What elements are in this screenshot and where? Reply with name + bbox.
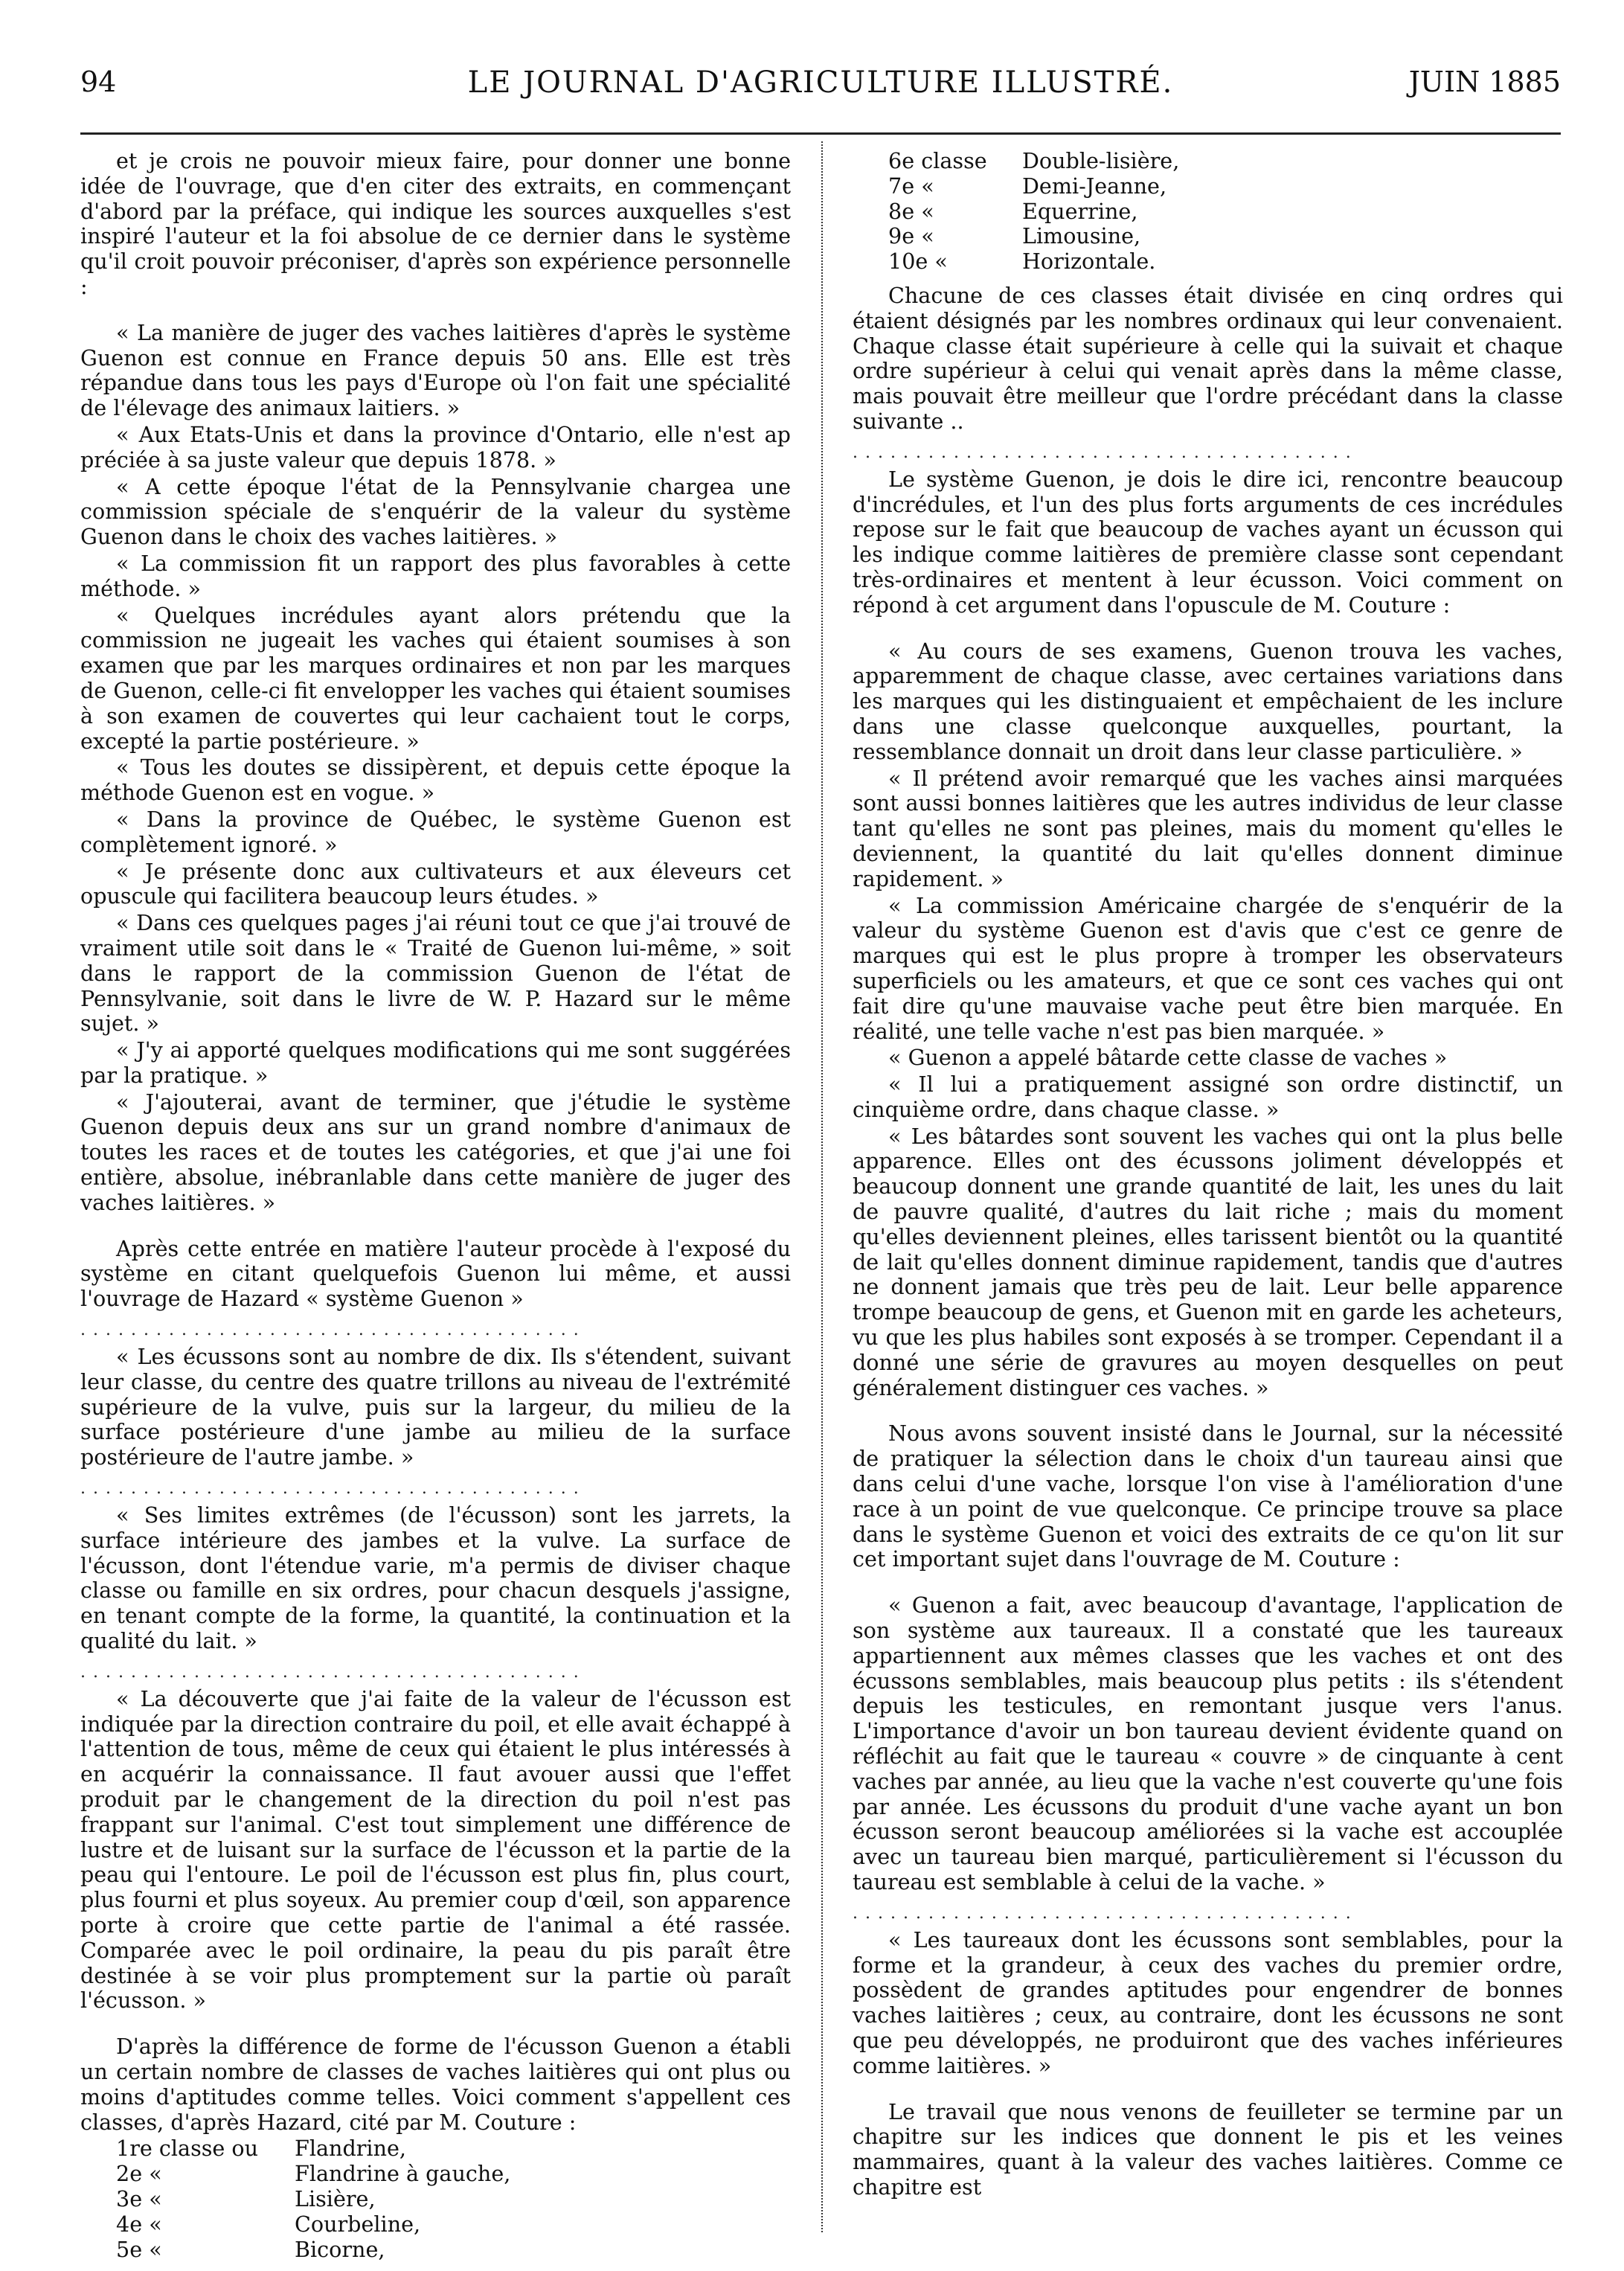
class-name: Lisière, xyxy=(295,2185,376,2211)
class-number: 4e « xyxy=(116,2211,162,2237)
quote-paragraph: « J'y ai apporté quelques modifications qui me sont suggérées par la pratique. » xyxy=(80,1037,791,1088)
header-rule xyxy=(80,132,1561,135)
quote-paragraph: « Au cours de ses examens, Guenon trouva les vaches, apparemment de chaque classe, avec certaines variations dans les marques qui les distinguaient et empêchaient de les inclure dans une classe quelconque auxquelles, pourtant, la ressemblance donnait un droit dans leur classe particulière. » xyxy=(853,638,1563,764)
dot-leader: ........................................ xyxy=(853,1905,1358,1922)
class-number: 1re classe ou xyxy=(116,2136,259,2162)
paragraph: Le travail que nous venons de feuilleter se termine par un chapitre sur les indices que donnent le pis et les veines mammaires, quant à la valeur des vaches laitières. Comme ce chapitre est xyxy=(853,2098,1563,2200)
quote-paragraph: « Tous les doutes se dissipèrent, et depuis cette époque la méthode Guenon est en vogue. » xyxy=(80,755,791,806)
quote-paragraph: « Les bâtardes sont souvent les vaches qui ont la plus belle apparence. Elles ont des écussons joliment développés et beaucoup donnent une grande quantité de lait, les unes du lait de pauvre qualité, d'autres du lait riche ; mais du moment qu'elles deviennent pleines, elles tarissent bientôt ou la quantité de lait qu'elles donnent diminue rapidement, tandis que d'autres ne donnent jamais que très peu de lait. Leur belle apparence trompe beaucoup de gens, et Guenon mit en garde les acheteurs, vu que les plus habiles sont exposés à se tromper. Cependant il a donné une série de gravures au moyen desquelles on peut généralement distinguer ces vaches. » xyxy=(853,1123,1563,1400)
class-name: Demi-Jeanne, xyxy=(1022,173,1167,199)
class-number: 8e « xyxy=(888,198,934,224)
quote-paragraph: « Je présente donc aux cultivateurs et aux éleveurs cet opuscule qui facilitera beaucoup leurs études. » xyxy=(80,858,791,909)
list-item xyxy=(116,2212,791,2238)
list-item xyxy=(116,2187,791,2212)
quote-paragraph: « La découverte que j'ai faite de la valeur de l'écusson est indiquée par la direction contraire du poil, et elle avait échappé à l'attention de tous, même de ceux qui étaient le plus intéressés à en acquérir la connaissance. Il faut avouer aussi que l'effet produit par le changement de la direction du poil n'est pas frappant sur l'animal. C'est tout simplement une différence de lustre et de luisant sur la surface de l'écusson et la partie de la peau qui l'entoure. Le poil de l'écusson est plus fin, plus court, plus fourni et plus soyeux. Au premier coup d'œil, son apparence porte à croire que cette partie de l'animal a été rassée. Comparée avec le poil ordinaire, la peau du pis paraît être destinée à se voir plus promptement sur la partie où paraît l'écusson. » xyxy=(80,1685,791,2014)
quote-paragraph: « Ses limites extrêmes (de l'écusson) sont les jarrets, la surface intérieure des jambes et la vulve. La surface de l'écusson, dont l'étendue varie, m'a permis de diviser chaque classe ou famille en six ordres, pour chacun desquels j'assigne, en tenant compte de la forme, la quantité, la continuation et la qualité du lait. » xyxy=(80,1502,791,1654)
quote-paragraph: « Guenon a fait, avec beaucoup d'avantage, l'application de son système aux taureaux. Il a constaté que les taureaux appartiennent aux mêmes classes que les vaches et ont des écussons semblables, mais beaucoup plus petits : ils s'étendent depuis les testicules, en remontant jusque vers l'anus. L'importance d'avoir un bon taureau devient évidente quand on réfléchit au fait que le taureau « couvre » de cinquante à cent vaches par année, au lieu que la vache n'est couverte qu'une fois par année. Les écussons du produit d'une vache ayant un bon écusson seront beaucoup améliorées si la vache est accouplée avec un taureau bien marqué, particulièrement si l'écusson du taureau est semblable à celui de la vache. » xyxy=(853,1592,1563,1894)
list-item xyxy=(888,174,1563,199)
quote-paragraph: « A cette époque l'état de la Pennsylvanie chargea une commission spéciale de s'enquérir de la valeur du système Guenon dans le choix des vaches laitières. » xyxy=(80,473,791,550)
page-header xyxy=(80,65,1561,110)
paragraph: Après cette entrée en matière l'auteur procède à l'exposé du système en citant quelquefois Guenon lui même, et aussi l'ouvrage de Hazard « système Guenon » xyxy=(80,1235,791,1312)
issue-date: JUIN 1885 xyxy=(1408,65,1561,98)
column-divider xyxy=(821,141,823,2232)
quote-paragraph: « La commission Américaine chargée de s'enquérir de la valeur du système Guenon est d'avis que c'est ce genre de marques qui est le plus propre à tromper les observateurs superficiels ou les amateurs, et que ce sont ces vaches qui ont fait dire qu'une mauvaise vache peut être bien marquée. En réalité, une telle vache n'est pas bien marquée. » xyxy=(853,892,1563,1044)
dot-leader: ........................................ xyxy=(853,444,1358,461)
paragraph: Nous avons souvent insisté dans le Journal, sur la nécessité de pratiquer la sélection dans le choix d'un taureau ainsi que dans celui d'une vache, lorsque l'on vise à l'amélioration d'une race à un point de vue quelconque. Ce principe trouve sa place dans le système Guenon et voici des extraits de ce qu'on lit sur cet important sujet dans l'ouvrage de M. Couture : xyxy=(853,1420,1563,1572)
class-name: Courbeline, xyxy=(295,2211,421,2237)
class-number: 7e « xyxy=(888,173,934,199)
class-name: Limousine, xyxy=(1022,223,1141,249)
list-item xyxy=(116,2162,791,2187)
left-column xyxy=(80,149,791,2271)
list-item xyxy=(116,2238,791,2263)
quote-paragraph: « Les écussons sont au nombre de dix. Ils s'étendent, suivant leur classe, du centre des quatre trillons au niveau de l'extrémité supérieure de la vulve, puis sur la largeur, du milieu de la surface postérieure d'une jambe au milieu de la surface postérieure de l'autre jambe. » xyxy=(80,1344,791,1470)
dot-leader: ........................................ xyxy=(80,1481,586,1498)
quote-paragraph: « La manière de juger des vaches laitières d'après le système Guenon est connue en France depuis 50 ans. Elle est très répandue dans tous les pays d'Europe où l'on fait une spécialité de l'élevage des animaux laitiers. » xyxy=(80,319,791,421)
class-number: 10e « xyxy=(888,249,948,275)
class-list xyxy=(116,2136,791,2262)
paragraph: D'après la différence de forme de l'écusson Guenon a établi un certain nombre de classes de vaches laitières qui ont plus ou moins d'aptitudes comme telles. Voici comment s'appellent ces classes, d'après Hazard, cité par M. Couture : xyxy=(80,2034,791,2135)
class-name: Equerrine, xyxy=(1022,198,1138,224)
quote-paragraph: « J'ajouterai, avant de terminer, que j'étudie le système Guenon depuis deux ans sur un grand nombre d'animaux de toutes les races et de toutes les catégories, et que j'ai une foi entière, absolue, inébranlable dans cette manière de juger des vaches laitières. » xyxy=(80,1089,791,1215)
dot-leader: ........................................ xyxy=(80,1322,586,1339)
class-number: 2e « xyxy=(116,2161,162,2187)
class-number: 9e « xyxy=(888,223,934,249)
quote-paragraph: « Dans la province de Québec, le système Guenon est complètement ignoré. » xyxy=(80,806,791,857)
list-item xyxy=(888,149,1563,174)
list-item xyxy=(888,249,1563,275)
paragraph: et je crois ne pouvoir mieux faire, pour donner une bonne idée de l'ouvrage, que d'en citer des extraits, en commençant d'abord par la préface, qui indique les sources auxquelles s'est inspiré l'auteur et la foi absolue de ce dernier dans le système qu'il croit pouvoir préconiser, d'après son expérience personnelle : xyxy=(80,148,791,299)
class-name: Flandrine à gauche, xyxy=(295,2161,511,2187)
quote-paragraph: « Il prétend avoir remarqué que les vaches ainsi marquées sont aussi bonnes laitières que les autres individus de leur classe tant qu'elles ne sont pas pleines, mais du moment qu'elles le deviennent, la quantité du lait qu'elles donnent diminue rapidement. » xyxy=(853,765,1563,891)
quote-paragraph: « Guenon a appelé bâtarde cette classe de vaches » xyxy=(888,1045,1448,1071)
class-name: Flandrine, xyxy=(295,2136,406,2162)
class-name: Horizontale. xyxy=(1022,249,1156,275)
class-number: 5e « xyxy=(116,2236,162,2262)
dot-leader: ........................................ xyxy=(80,1664,586,1681)
class-number: 3e « xyxy=(116,2185,162,2211)
quote-paragraph: « Quelques incrédules ayant alors prétendu que la commission ne jugeait les vaches qui étaient soumises à son examen que par les marques ordinaires et non par les marques de Guenon, celle-ci fit envelopper les vaches qui étaient soumises à son examen de couvertes qui leur cachaient tout le corps, excepté la partie postérieure. » xyxy=(80,602,791,754)
page-number: 94 xyxy=(80,65,117,98)
list-item xyxy=(116,2136,791,2162)
list-item xyxy=(888,224,1563,249)
class-number: 6e classe xyxy=(888,148,987,173)
class-list xyxy=(888,149,1563,275)
quote-paragraph: « Il lui a pratiquement assigné son ordre distinctif, un cinquième ordre, dans chaque classe. » xyxy=(853,1072,1563,1122)
right-column xyxy=(853,149,1563,2211)
quote-paragraph: « La commission fit un rapport des plus favorables à cette méthode. » xyxy=(80,550,791,601)
paragraph: Le système Guenon, je dois le dire ici, rencontre beaucoup d'incrédules, et l'un des plus forts arguments de ces incrédules repose sur le fait que beaucoup de vaches ayant un écusson qui les indique comme laitières de première classe sont cependant très-ordinaires et mentent à leur écusson. Voici comment on répond à cet argument dans l'opuscule de M. Couture : xyxy=(853,466,1563,618)
class-name: Bicorne, xyxy=(295,2236,385,2262)
class-name: Double-lisière, xyxy=(1022,148,1180,173)
quote-paragraph: « Dans ces quelques pages j'ai réuni tout ce que j'ai trouvé de vraiment utile soit dans le « Traité de Guenon lui-même, » soit dans le rapport de la commission Guenon de l'état de Pennsylvanie, soit dans le livre de W. P. Hazard sur le même sujet. » xyxy=(80,910,791,1037)
quote-paragraph: « Aux Etats-Unis et dans la province d'Ontario, elle n'est ap préciée à sa juste valeur que depuis 1878. » xyxy=(80,421,791,473)
journal-title: LE JOURNAL D'AGRICULTURE ILLUSTRÉ. xyxy=(467,65,1174,100)
quote-paragraph: « Les taureaux dont les écussons sont semblables, pour la forme et la grandeur, à ceux des vaches du premier ordre, possèdent de grandes aptitudes pour engendrer de bonnes vaches laitières ; ceux, au contraire, dont les écussons ne sont que peu développés, ne produiront que des vaches inférieures comme laitières. » xyxy=(853,1926,1563,2078)
list-item xyxy=(888,199,1563,225)
paragraph: Chacune de ces classes était divisée en cinq ordres qui étaient désignés par les nombres ordinaux qui leur convenaient. Chaque classe était supérieure à celle qui la suivait et chaque ordre supérieur à celui qui venait après dans la même classe, mais pouvait être meilleur que l'ordre précédant dans la classe suivante .. xyxy=(853,282,1563,434)
